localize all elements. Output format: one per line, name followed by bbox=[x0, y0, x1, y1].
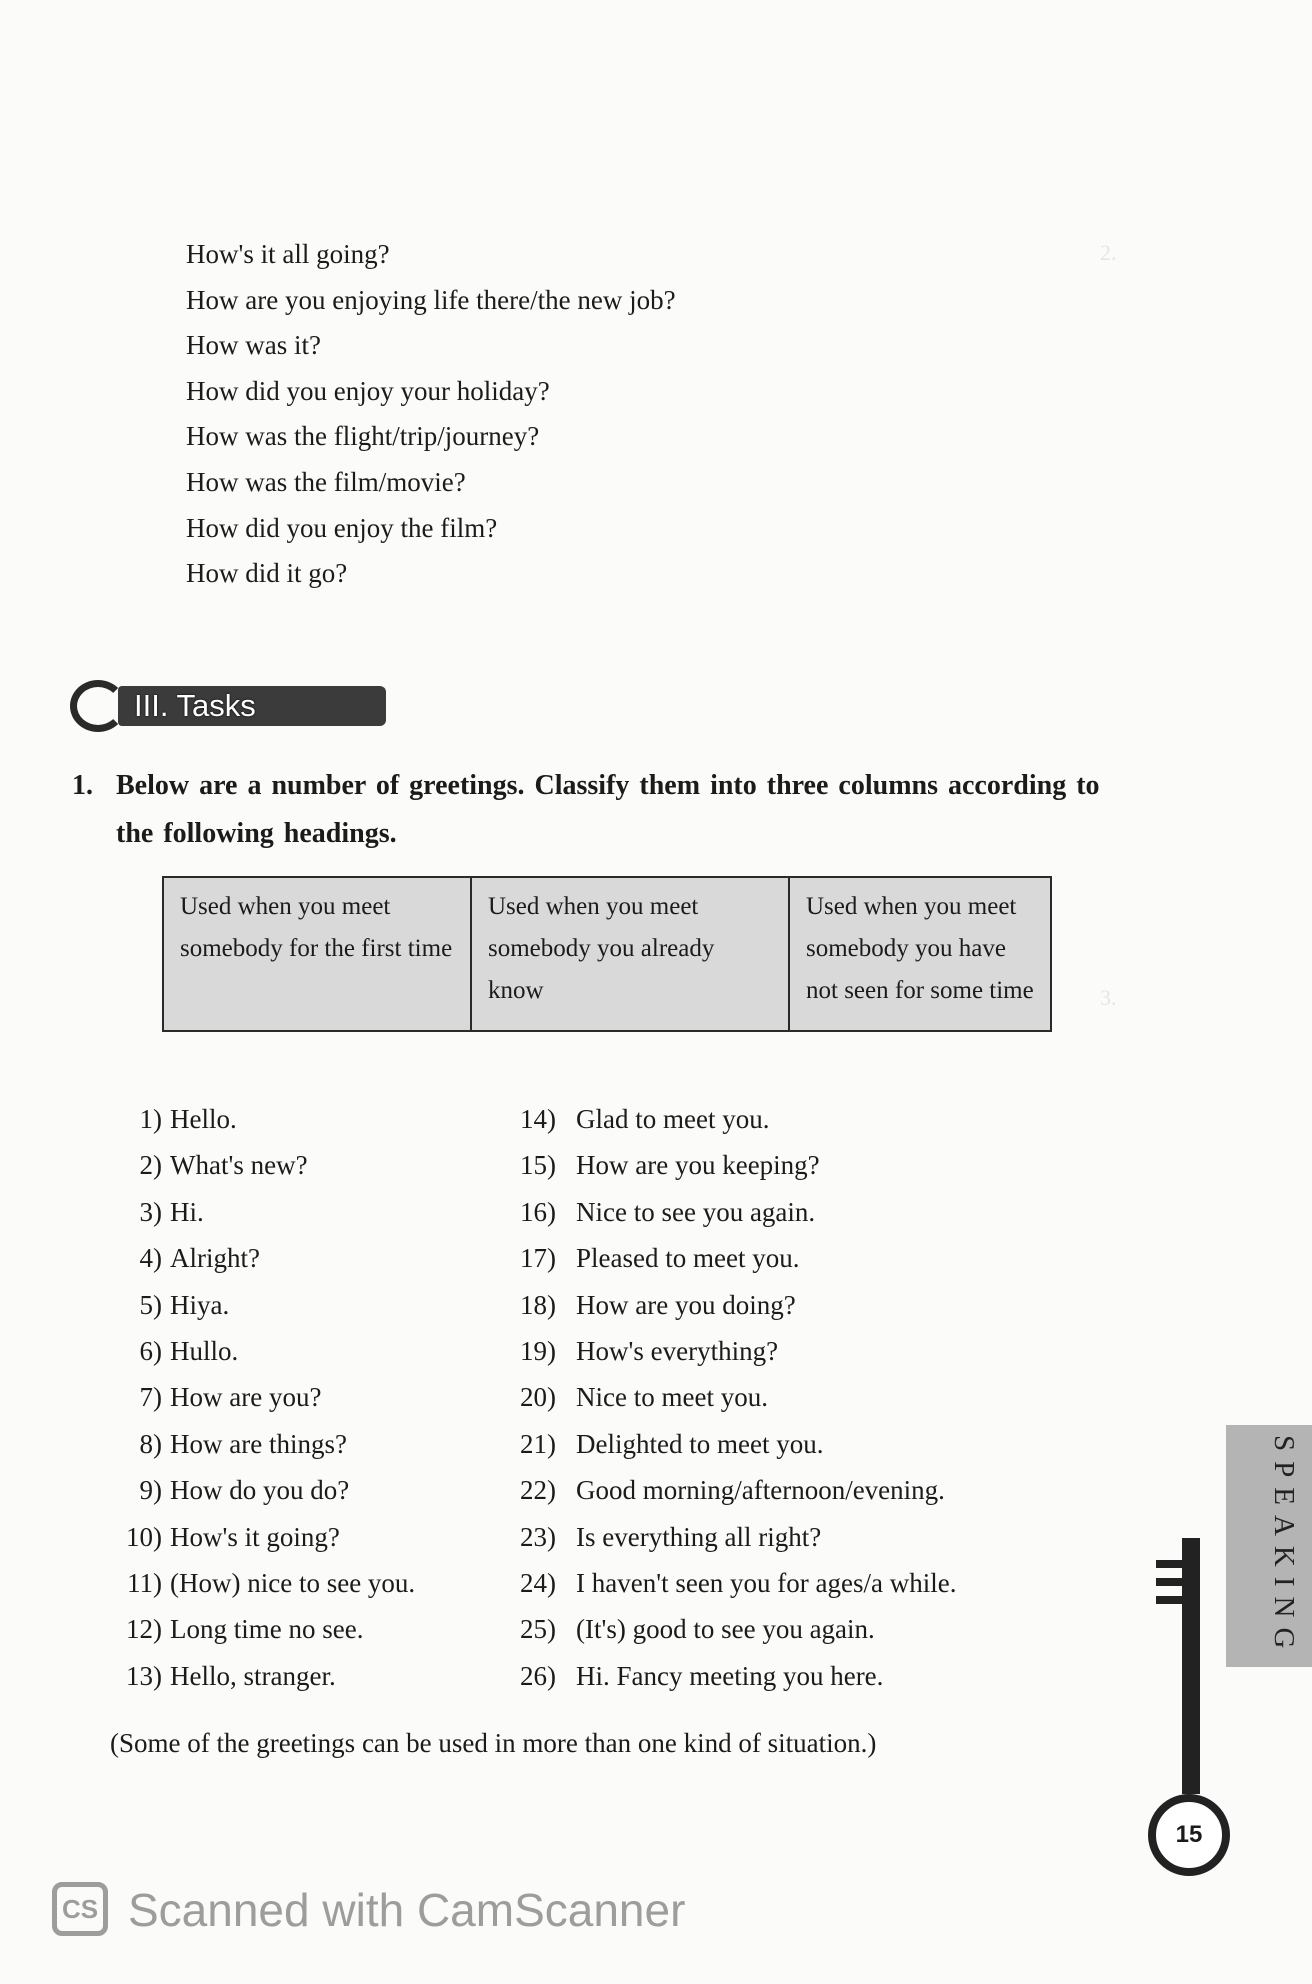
list-item: 3) Hi. bbox=[139, 1196, 204, 1227]
list-item: 16) Nice to see you again. bbox=[520, 1196, 816, 1227]
list-item: 17) Pleased to meet you. bbox=[520, 1243, 800, 1274]
list-item: 13) Hello, stranger. bbox=[126, 1660, 336, 1691]
phrase: How did it go? bbox=[186, 558, 348, 589]
list-item: 10) How's it going? bbox=[126, 1521, 340, 1552]
list-item: 15) How are you keeping? bbox=[520, 1150, 820, 1181]
list-item: 23) Is everything all right? bbox=[520, 1521, 822, 1552]
heading-cell: Used when you meet somebody for the first time bbox=[163, 877, 471, 1031]
side-tab-label: SPEAKING bbox=[1268, 1435, 1300, 1659]
heading-cell: Used when you meet somebody you already know bbox=[471, 877, 789, 1031]
phrase: How did you enjoy your holiday? bbox=[186, 375, 550, 406]
list-item: 19) How's everything? bbox=[520, 1335, 779, 1366]
list-item: 2) What's new? bbox=[139, 1150, 308, 1181]
list-item: 12) Long time no see. bbox=[126, 1614, 364, 1645]
phrase: How was the film/movie? bbox=[186, 466, 466, 497]
greetings-list-left bbox=[110, 1096, 415, 1699]
section-title: III. Tasks bbox=[118, 686, 386, 726]
greetings-list-right bbox=[520, 1096, 956, 1699]
headings-table bbox=[162, 876, 1052, 1032]
footnote: (Some of the greetings can be used in more than one kind of situation.) bbox=[110, 1728, 877, 1758]
list-item: 8) How are things? bbox=[139, 1428, 347, 1459]
list-item: 21) Delighted to meet you. bbox=[520, 1428, 824, 1459]
list-item: 7) How are you? bbox=[139, 1382, 322, 1413]
list-item: 4) Alright? bbox=[139, 1243, 260, 1274]
list-item: 5) Hiya. bbox=[139, 1289, 230, 1320]
phrase-list bbox=[186, 232, 676, 597]
list-item: 22) Good morning/afternoon/evening. bbox=[520, 1475, 945, 1506]
list-item: 24) I haven't seen you for ages/a while. bbox=[520, 1567, 957, 1598]
phrase: How are you enjoying life there/the new job? bbox=[186, 284, 676, 315]
watermark-text: Scanned with CamScanner bbox=[128, 1884, 686, 1936]
task-instruction: Below are a number of greetings. Classify them into three columns according to the following headings. bbox=[116, 770, 1100, 849]
key-icon bbox=[1182, 1538, 1200, 1794]
list-item: 25) (It's) good to see you again. bbox=[520, 1614, 875, 1645]
list-item: 6) Hullo. bbox=[139, 1335, 239, 1366]
list-item: 20) Nice to meet you. bbox=[520, 1382, 768, 1413]
task-question bbox=[72, 762, 1112, 858]
list-item: 18) How are you doing? bbox=[520, 1289, 796, 1320]
task-number: 1. bbox=[72, 770, 93, 801]
phrase: How was it? bbox=[186, 330, 321, 361]
camscanner-logo-icon: CS bbox=[52, 1882, 108, 1936]
heading-cell: Used when you meet somebody you have not seen for some time bbox=[789, 877, 1051, 1031]
phrase: How was the flight/trip/journey? bbox=[186, 421, 540, 452]
side-tab bbox=[1226, 1425, 1312, 1667]
list-item: 9) How do you do? bbox=[139, 1475, 350, 1506]
bleed-through: 3. bbox=[1100, 985, 1117, 1010]
list-item: 1) Hello. bbox=[139, 1104, 237, 1134]
section-heading bbox=[70, 680, 330, 732]
phrase: How did you enjoy the film? bbox=[186, 512, 498, 543]
bleed-through: 2. bbox=[1100, 240, 1117, 265]
list-item: 14) Glad to meet you. bbox=[520, 1104, 770, 1134]
list-item: 11) (How) nice to see you. bbox=[127, 1567, 416, 1598]
list-item: 26) Hi. Fancy meeting you here. bbox=[520, 1660, 884, 1691]
phrase: How's it all going? bbox=[186, 239, 390, 269]
page-number: 15 bbox=[1148, 1794, 1230, 1876]
